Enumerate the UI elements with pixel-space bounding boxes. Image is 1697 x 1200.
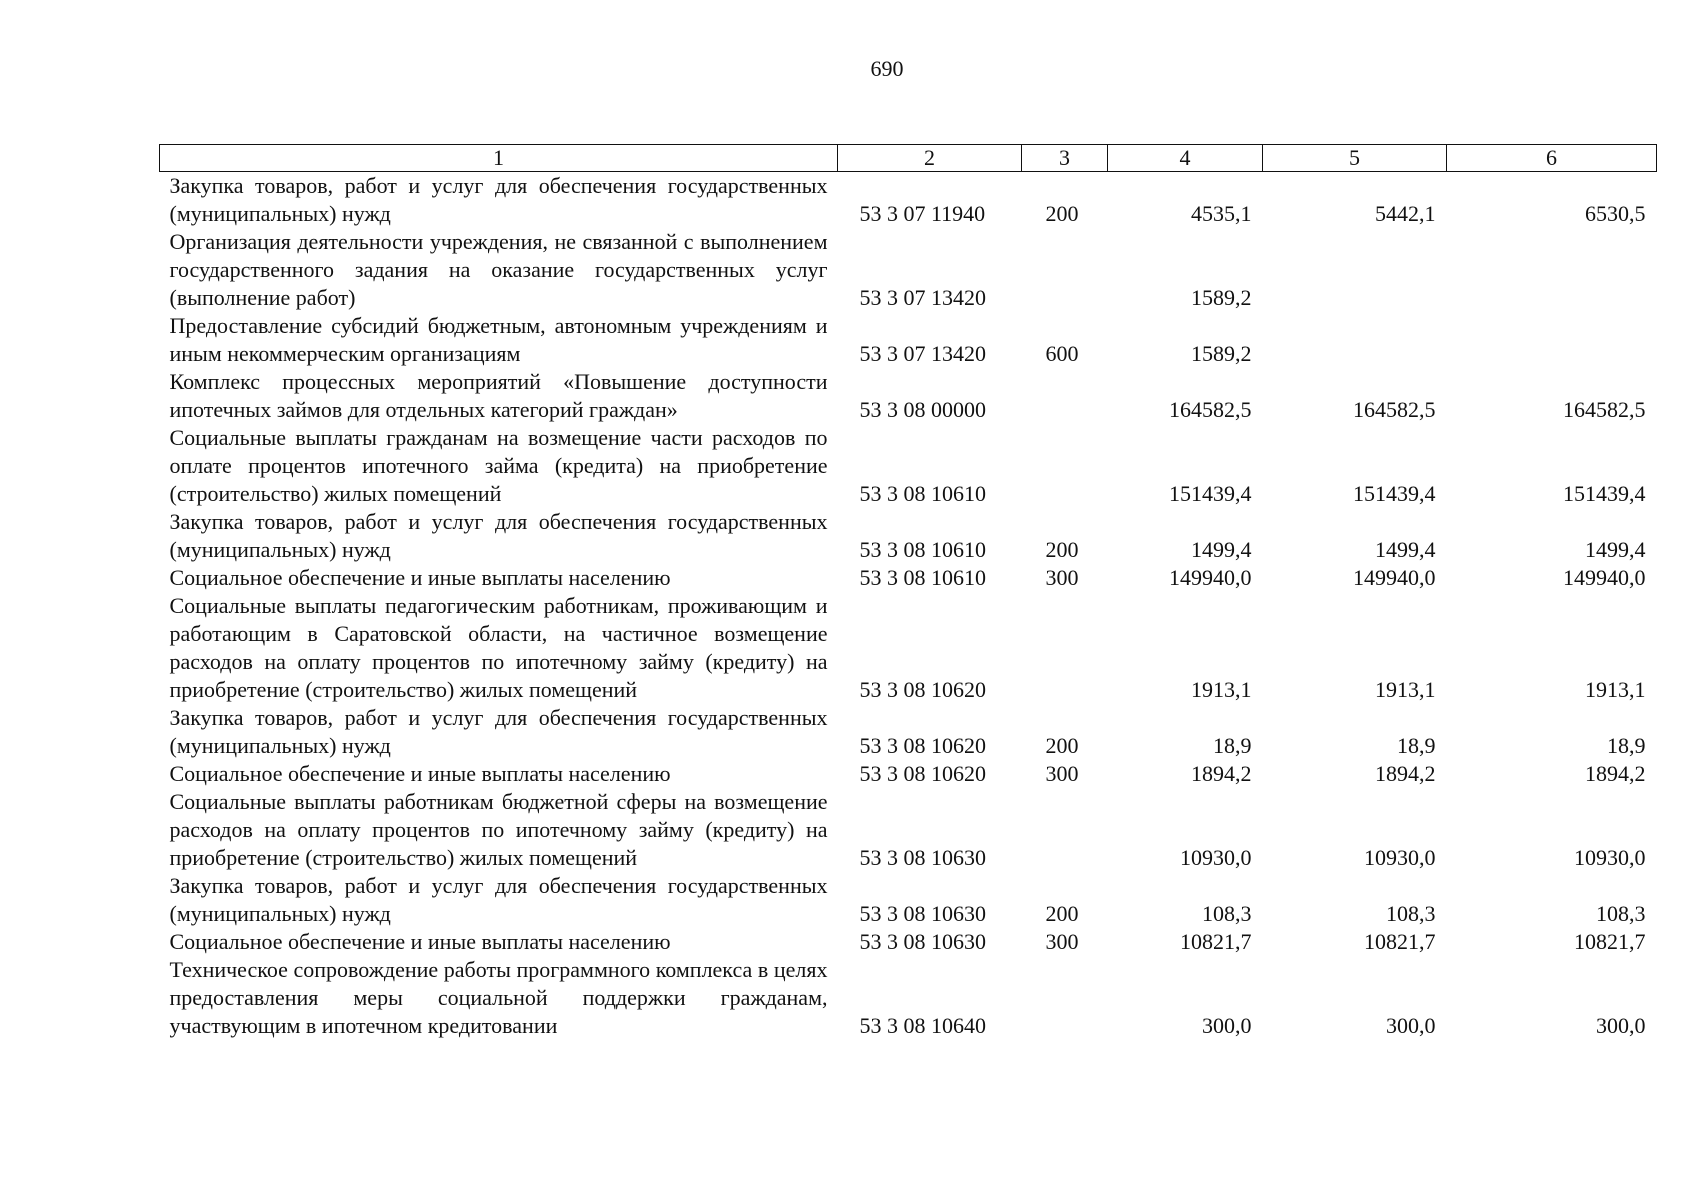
row-amount-col-6: 18,9 bbox=[1607, 733, 1646, 758]
row-description: Предоставление субсидий бюджетным, автономным учреждениям и иным некоммерческим организациям bbox=[169, 313, 828, 366]
row-description: Социальные выплаты работникам бюджетной сферы на возмещение расходов на оплату процентов по ипотечному займу (кредиту) на приобретение (строительство) жилых помещений bbox=[169, 789, 828, 870]
header-col-1: 1 bbox=[160, 145, 838, 172]
row-description: Закупка товаров, работ и услуг для обеспечения государственных (муниципальных) нужд bbox=[169, 705, 828, 758]
row-amount-col-5: 10821,7 bbox=[1364, 929, 1436, 954]
header-col-4: 4 bbox=[1108, 145, 1263, 172]
table-row bbox=[160, 760, 1657, 788]
table-row bbox=[160, 956, 1657, 1040]
row-amount-col-5: 300,0 bbox=[1386, 1013, 1436, 1038]
row-description: Закупка товаров, работ и услуг для обеспечения государственных (муниципальных) нужд bbox=[169, 509, 828, 562]
row-amount-col-6: 6530,5 bbox=[1585, 201, 1646, 226]
row-amount-col-5: 1894,2 bbox=[1375, 761, 1436, 786]
row-amount-col-5: 151439,4 bbox=[1353, 481, 1436, 506]
row-target-code: 53 3 07 13420 bbox=[859, 341, 986, 366]
row-target-code: 53 3 08 10610 bbox=[859, 481, 986, 506]
header-col-2: 2 bbox=[838, 145, 1022, 172]
row-target-code: 53 3 07 11940 bbox=[859, 201, 986, 226]
row-amount-col-4: 164582,5 bbox=[1169, 397, 1252, 422]
table-row bbox=[160, 312, 1657, 368]
header-col-3: 3 bbox=[1022, 145, 1108, 172]
table-row bbox=[160, 704, 1657, 760]
row-target-code: 53 3 08 10610 bbox=[859, 537, 986, 562]
row-expense-type: 600 bbox=[1045, 341, 1079, 366]
row-description: Социальное обеспечение и иные выплаты населению bbox=[169, 565, 671, 590]
row-amount-col-6: 149940,0 bbox=[1563, 565, 1646, 590]
row-description: Социальные выплаты гражданам на возмещение части расходов по оплате процентов ипотечного займа (кредита) на приобретение (строительство) жилых помещений bbox=[169, 425, 828, 506]
row-amount-col-4: 18,9 bbox=[1213, 733, 1252, 758]
row-expense-type: 300 bbox=[1045, 565, 1079, 590]
row-expense-type: 200 bbox=[1045, 537, 1079, 562]
row-amount-col-5: 5442,1 bbox=[1375, 201, 1436, 226]
table-header bbox=[160, 145, 1657, 172]
row-amount-col-5: 108,3 bbox=[1386, 901, 1436, 926]
row-expense-type: 200 bbox=[1045, 201, 1079, 226]
budget-table bbox=[159, 144, 1657, 1040]
header-col-6: 6 bbox=[1447, 145, 1657, 172]
table-row bbox=[160, 872, 1657, 928]
header-row bbox=[160, 145, 1657, 172]
row-amount-col-4: 108,3 bbox=[1202, 901, 1252, 926]
row-amount-col-4: 1913,1 bbox=[1191, 677, 1252, 702]
row-expense-type bbox=[1022, 788, 1108, 872]
row-amount-col-5: 1913,1 bbox=[1375, 677, 1436, 702]
row-amount-col-6: 300,0 bbox=[1596, 1013, 1646, 1038]
row-amount-col-4: 149940,0 bbox=[1169, 565, 1252, 590]
row-amount-col-5: 18,9 bbox=[1397, 733, 1436, 758]
row-expense-type bbox=[1022, 424, 1108, 508]
row-amount-col-6: 1499,4 bbox=[1585, 537, 1646, 562]
row-amount-col-6: 151439,4 bbox=[1563, 481, 1646, 506]
row-target-code: 53 3 08 10640 bbox=[859, 1013, 986, 1038]
row-amount-col-6: 10930,0 bbox=[1574, 845, 1646, 870]
row-description: Закупка товаров, работ и услуг для обеспечения государственных (муниципальных) нужд bbox=[169, 173, 828, 226]
row-description: Организация деятельности учреждения, не связанной с выполнением государственного задания на оказание государственных услуг (выполнение работ) bbox=[169, 229, 828, 310]
row-description: Социальное обеспечение и иные выплаты населению bbox=[169, 929, 671, 954]
row-expense-type: 200 bbox=[1045, 733, 1079, 758]
row-amount-col-5: 10930,0 bbox=[1364, 845, 1436, 870]
row-description: Техническое сопровождение работы программного комплекса в целях предоставления меры социальной поддержки гражданам, участвующим в ипотечном кредитовании bbox=[169, 957, 828, 1038]
row-target-code: 53 3 08 10620 bbox=[859, 677, 986, 702]
row-amount-col-4: 151439,4 bbox=[1169, 481, 1252, 506]
row-amount-col-6: 1913,1 bbox=[1585, 677, 1646, 702]
table-row bbox=[160, 564, 1657, 592]
row-target-code: 53 3 08 10620 bbox=[859, 733, 986, 758]
row-amount-col-6 bbox=[1447, 228, 1657, 312]
row-amount-col-4: 1589,2 bbox=[1191, 341, 1252, 366]
row-description: Закупка товаров, работ и услуг для обеспечения государственных (муниципальных) нужд bbox=[169, 873, 828, 926]
row-expense-type: 300 bbox=[1045, 761, 1079, 786]
row-target-code: 53 3 07 13420 bbox=[859, 285, 986, 310]
row-target-code: 53 3 08 10630 bbox=[859, 845, 986, 870]
row-amount-col-5: 164582,5 bbox=[1353, 397, 1436, 422]
row-target-code: 53 3 08 10630 bbox=[859, 929, 986, 954]
row-amount-col-6: 108,3 bbox=[1596, 901, 1646, 926]
table-row bbox=[160, 928, 1657, 956]
row-description: Комплекс процессных мероприятий «Повышение доступности ипотечных займов для отдельных категорий граждан» bbox=[169, 369, 828, 422]
row-amount-col-4: 1589,2 bbox=[1191, 285, 1252, 310]
row-amount-col-6: 164582,5 bbox=[1563, 397, 1646, 422]
row-expense-type bbox=[1022, 592, 1108, 704]
row-amount-col-6: 10821,7 bbox=[1574, 929, 1646, 954]
row-expense-type: 200 bbox=[1045, 901, 1079, 926]
row-amount-col-6: 1894,2 bbox=[1585, 761, 1646, 786]
row-amount-col-4: 4535,1 bbox=[1191, 201, 1252, 226]
row-target-code: 53 3 08 00000 bbox=[859, 397, 986, 422]
row-description: Социальное обеспечение и иные выплаты населению bbox=[169, 761, 671, 786]
table-row bbox=[160, 172, 1657, 229]
table-row bbox=[160, 788, 1657, 872]
row-amount-col-4: 300,0 bbox=[1202, 1013, 1252, 1038]
row-amount-col-5 bbox=[1263, 312, 1447, 368]
row-description: Социальные выплаты педагогическим работникам, проживающим и работающим в Саратовской области, на частичное возмещение расходов на оплату процентов по ипотечному займу (кредиту) на приобретение (строительство) жилых помещений bbox=[169, 593, 828, 702]
row-target-code: 53 3 08 10620 bbox=[859, 761, 986, 786]
row-amount-col-4: 10930,0 bbox=[1180, 845, 1252, 870]
table-row bbox=[160, 508, 1657, 564]
row-amount-col-4: 1894,2 bbox=[1191, 761, 1252, 786]
table-row bbox=[160, 424, 1657, 508]
row-amount-col-6 bbox=[1447, 312, 1657, 368]
row-amount-col-4: 1499,4 bbox=[1191, 537, 1252, 562]
row-expense-type: 300 bbox=[1045, 929, 1079, 954]
page-number: 690 bbox=[870, 56, 904, 81]
row-amount-col-5 bbox=[1263, 228, 1447, 312]
table-row bbox=[160, 368, 1657, 424]
row-amount-col-5: 149940,0 bbox=[1353, 565, 1436, 590]
row-expense-type bbox=[1022, 368, 1108, 424]
table-body bbox=[160, 172, 1657, 1041]
row-target-code: 53 3 08 10630 bbox=[859, 901, 986, 926]
row-amount-col-4: 10821,7 bbox=[1180, 929, 1252, 954]
row-target-code: 53 3 08 10610 bbox=[859, 565, 986, 590]
table-row bbox=[160, 592, 1657, 704]
header-col-5: 5 bbox=[1263, 145, 1447, 172]
row-expense-type bbox=[1022, 228, 1108, 312]
row-expense-type bbox=[1022, 956, 1108, 1040]
row-amount-col-5: 1499,4 bbox=[1375, 537, 1436, 562]
table-row bbox=[160, 228, 1657, 312]
